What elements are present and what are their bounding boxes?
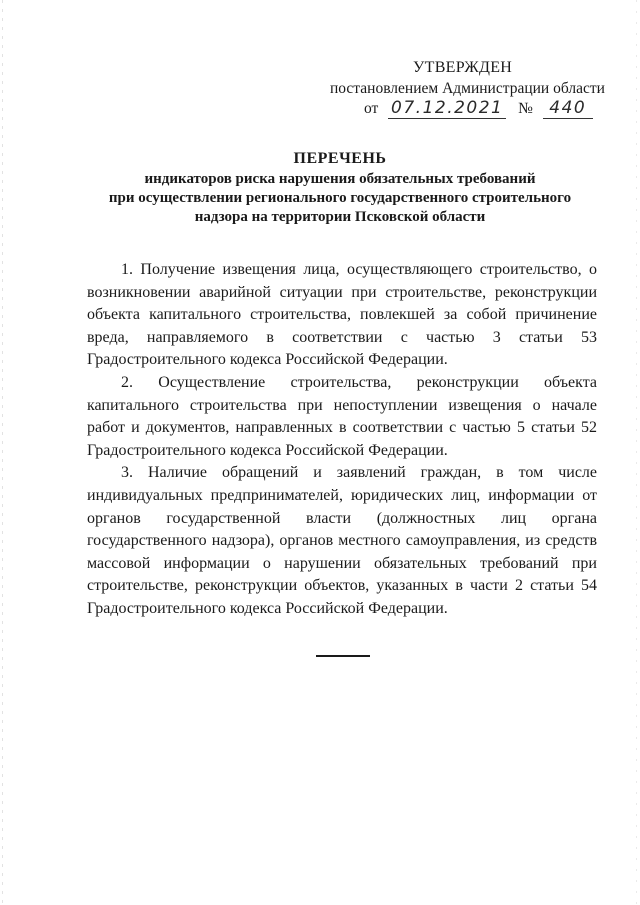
date-prefix: от — [364, 100, 379, 117]
handwritten-number: 440 — [543, 99, 593, 119]
end-of-document-rule — [316, 655, 370, 657]
scan-edge-right — [636, 0, 637, 905]
decree-date-line — [364, 99, 593, 123]
document-title-block — [60, 148, 620, 227]
handwritten-date: 07.12.2021 — [388, 99, 506, 119]
document-subtitle: индикаторов риска нарушения обязательных требований при осуществлении регионального государственного строительного надзора на территории Псковской области — [108, 171, 572, 225]
approved-label: УТВЕРЖДЕН — [413, 59, 513, 76]
indicator-item-2: 2. Осуществление строительства, реконструкции объекта капитального строительства при непоступлении извещения о начале работ и документов, направленных в соответствии с частью 5 статьи 52 Градостроительного кодекса Российской Федерации. — [87, 373, 597, 459]
indicator-list — [87, 259, 597, 621]
document-title: ПЕРЕЧЕНЬ — [293, 150, 387, 167]
decree-line: постановлением Администрации области — [330, 80, 605, 97]
scan-edge-left — [2, 0, 3, 905]
indicator-item-1: 1. Получение извещения лица, осуществляющего строительство, о возникновении аварийной ситуации при строительстве, реконструкции объекта капитального строительства, повлекшей за собой причинение вреда, направляемого в соответствии с частью 3 статьи 53 Градостроительного кодекса Российской Федерации. — [87, 261, 597, 369]
indicator-item-3: 3. Наличие обращений и заявлений граждан, в том числе индивидуальных предпринимателей, юридических лиц, информации от органов государственной власти (должностных лиц органа государственного надзора), органов местного самоуправления, из средств массовой информации о нарушении обязательных требований при строительстве, реконструкции объектов, указанных в части 2 статьи 54 Градостроительного кодекса Российской Федерации. — [87, 464, 597, 617]
number-sign: № — [518, 100, 533, 117]
